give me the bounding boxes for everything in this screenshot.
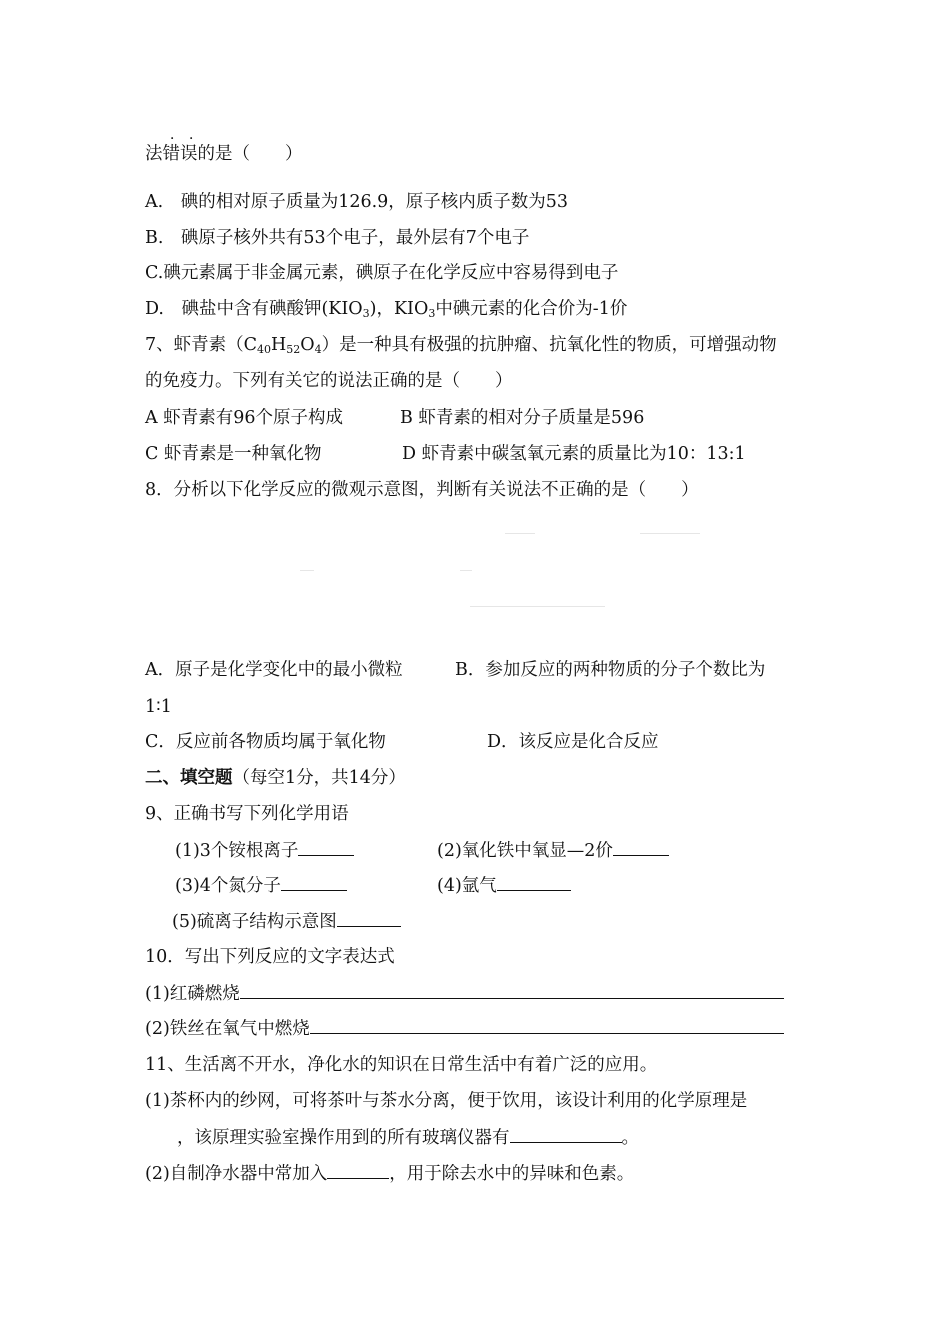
diagram-mark bbox=[300, 570, 314, 571]
q9-item-2 bbox=[437, 839, 669, 862]
q10-item-2 bbox=[145, 1017, 784, 1040]
subscript: 3 bbox=[362, 307, 370, 320]
q8-option-c: C．反应前各物质均属于氧化物 bbox=[145, 732, 386, 752]
q6-option-b: B. 碘原子核外共有53个电子，最外层有7个电子 bbox=[145, 228, 530, 248]
subscript: 40 bbox=[257, 343, 272, 356]
subscript: 52 bbox=[286, 343, 301, 356]
q8-option-b-cont: 1∶1 bbox=[145, 697, 172, 717]
answer-blank[interactable] bbox=[281, 874, 347, 891]
subscript: 3 bbox=[428, 307, 436, 320]
q7-option-a: A 虾青素有96个原子构成 bbox=[145, 408, 343, 428]
q6-option-a: A. 碘的相对原子质量为126.9，原子核内质子数为53 bbox=[145, 192, 569, 212]
q7-stem-line1 bbox=[145, 334, 777, 356]
q7-option-b: B 虾青素的相对分子质量是596 bbox=[400, 408, 645, 428]
q9-stem: 9、正确书写下列化学用语 bbox=[145, 804, 349, 824]
q9-item-4 bbox=[437, 874, 571, 897]
q9-item-1 bbox=[175, 839, 354, 862]
q9-item-5-label: (5)硫离子结构示意图 bbox=[172, 912, 337, 932]
q7-option-d: D 虾青素中碳氢氧元素的质量比为10：13:1 bbox=[402, 444, 746, 464]
section-title: 二、填空题 bbox=[145, 768, 233, 788]
diagram-arrow-line bbox=[470, 606, 605, 607]
q7-option-c: C 虾青素是一种氧化物 bbox=[145, 444, 322, 464]
formula-h: H bbox=[271, 335, 287, 355]
answer-blank[interactable] bbox=[497, 874, 571, 891]
q7-stem-post: ）是一种具有极强的抗肿瘤、抗氧化性的物质，可增强动物 bbox=[321, 335, 777, 355]
q10-item-1 bbox=[145, 982, 784, 1005]
diagram-mark bbox=[460, 570, 472, 571]
q11-item-1-line2 bbox=[177, 1126, 639, 1149]
subscript: 4 bbox=[314, 343, 322, 356]
q10-stem: 10．写出下列反应的文字表达式 bbox=[145, 947, 395, 967]
q11-item-2 bbox=[145, 1162, 634, 1185]
q7-stem-line2: 的免疫力。下列有关它的说法正确的是（ ） bbox=[145, 371, 513, 391]
q11-item-1-line2-post: 。 bbox=[621, 1128, 639, 1148]
answer-blank[interactable] bbox=[510, 1126, 622, 1143]
q11-item-2-pre: (2)自制净水器中常加入 bbox=[145, 1164, 328, 1184]
q11-item-1-line2-pre: ，该原理实验室操作用到的所有玻璃仪器有 bbox=[177, 1128, 510, 1148]
diagram-mark bbox=[505, 533, 535, 534]
section-heading bbox=[145, 767, 406, 789]
q9-item-3 bbox=[175, 874, 347, 897]
q8-option-a: A．原子是化学变化中的最小微粒 bbox=[145, 660, 403, 680]
diagram-mark bbox=[640, 533, 700, 534]
q7-stem-pre: 7、虾青素（C bbox=[145, 335, 258, 355]
q10-item-1-label: (1)红磷燃烧 bbox=[145, 984, 240, 1004]
q9-item-5 bbox=[172, 910, 401, 933]
q6-option-d-post: 中碘元素的化合价为-1价 bbox=[435, 299, 628, 319]
answer-blank[interactable] bbox=[327, 1162, 389, 1179]
answer-blank[interactable] bbox=[240, 982, 784, 999]
q8-stem: 8．分析以下化学反应的微观示意图，判断有关说法不正确的是（ ） bbox=[145, 480, 699, 500]
q6-option-c: C.碘元素属于非金属元素，碘原子在化学反应中容易得到电子 bbox=[145, 263, 619, 283]
formula-o: O bbox=[300, 335, 315, 355]
answer-blank[interactable] bbox=[613, 839, 669, 856]
q8-option-b: B．参加反应的两种物质的分子个数比为 bbox=[455, 660, 766, 680]
q11-item-2-post: ，用于除去水中的异味和色素。 bbox=[389, 1164, 635, 1184]
answer-blank[interactable] bbox=[298, 839, 354, 856]
emphasis-dots: ．． bbox=[170, 127, 215, 143]
q6-stem-tail: 法错误的是（ ） bbox=[145, 144, 303, 164]
q6-option-d-mid: )，KIO bbox=[369, 299, 429, 319]
q9-item-2-label: (2)氧化铁中氧显—2价 bbox=[437, 841, 613, 861]
q11-stem: 11、生活离不开水，净化水的知识在日常生活中有着广泛的应用。 bbox=[145, 1055, 658, 1075]
q10-item-2-label: (2)铁丝在氧气中燃烧 bbox=[145, 1019, 310, 1039]
q9-item-1-label: (1)3个铵根离子 bbox=[175, 841, 299, 861]
q6-option-d-pre: D. 碘盐中含有碘酸钾(KIO bbox=[145, 299, 363, 319]
section-note: （每空1分，共14分） bbox=[232, 768, 406, 788]
answer-blank[interactable] bbox=[337, 910, 401, 927]
q9-item-4-label: (4)氩气 bbox=[437, 876, 497, 896]
q11-item-1-line1: (1)茶杯内的纱网，可将茶叶与茶水分离，便于饮用，该设计利用的化学原理是 bbox=[145, 1091, 748, 1111]
q8-option-d: D．该反应是化合反应 bbox=[487, 732, 659, 752]
q6-option-d bbox=[145, 298, 627, 320]
answer-blank[interactable] bbox=[310, 1017, 784, 1034]
q9-item-3-label: (3)4个氮分子 bbox=[175, 876, 281, 896]
